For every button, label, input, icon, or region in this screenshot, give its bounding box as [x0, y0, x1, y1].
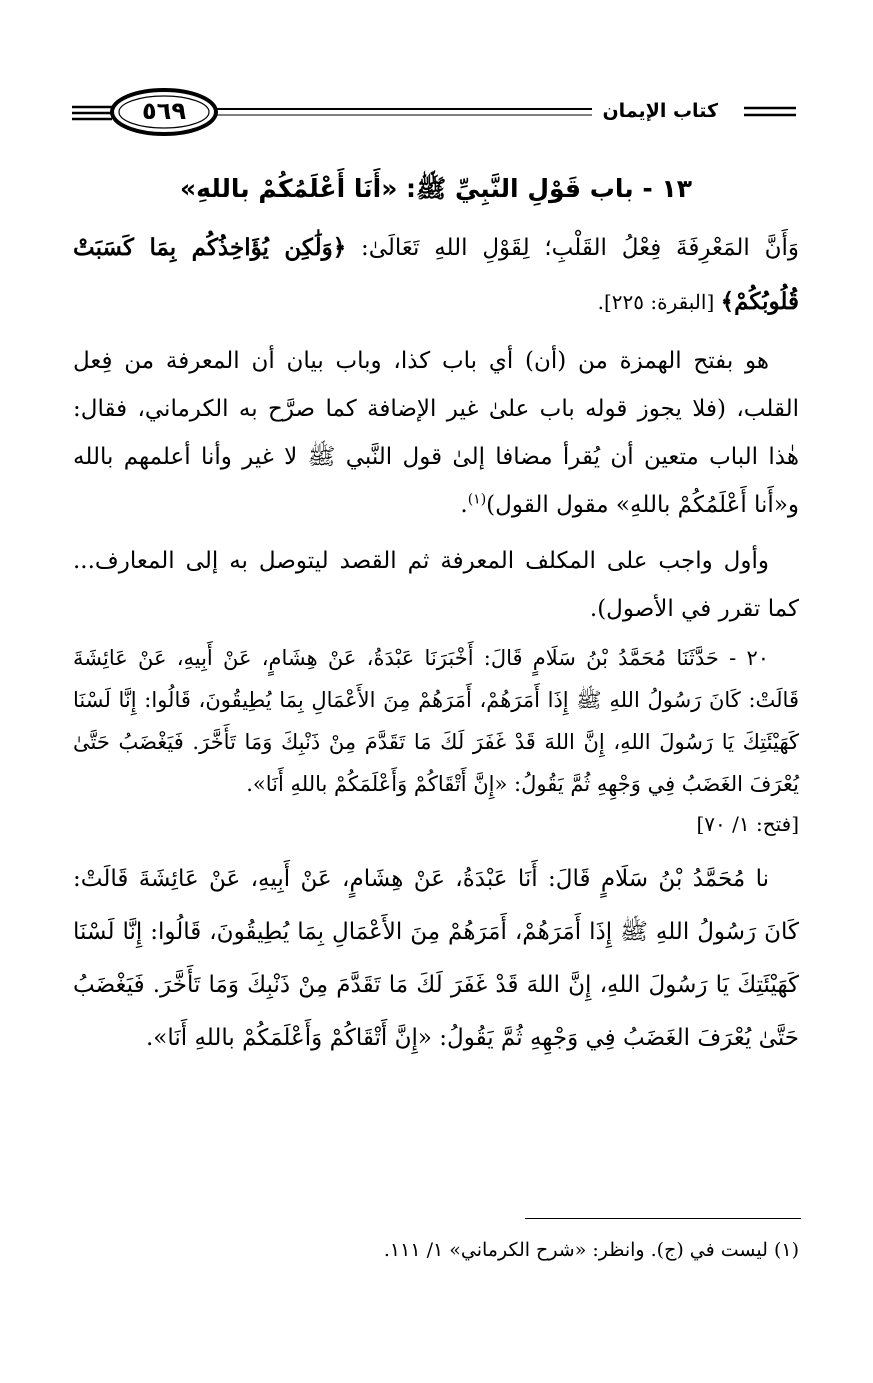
quran-verse: ﴿وَلَٰكِن يُؤَاخِذُكُم بِمَا كَسَبَتْ قُلُوبُكُمْ﴾ — [73, 234, 799, 315]
footnote-divider — [525, 1218, 801, 1219]
commentary-paragraph-2: وأول واجب على المكلف المعرفة ثم القصد ليتوصل به إلى المعارف... كما تقرر في الأصول). — [73, 548, 799, 622]
riwaya-paragraph: نا مُحَمَّدُ بْنُ سَلَامٍ قَالَ: أَنَا عَبْدَةُ، عَنْ هِشَامٍ، عَنْ أَبِيهِ، عَنْ عَائِشَةَ قَالَتْ: كَانَ رَسُولُ اللهِ ﷺ إِذَا أَمَرَهُمْ، أَمَرَهُمْ مِنَ الأَعْمَالِ بِمَا يُطِيقُونَ، قَالُوا: إِنَّا لَسْنَا كَهَيْئَتِكَ يَا رَسُولَ اللهِ، إِنَّ اللهَ قَدْ غَفَرَ لَكَ مَا تَقَدَّمَ مِنْ ذَنْبِكَ وَمَا تَأَخَّرَ. فَيَغْضَبُ حَتَّىٰ يُعْرَفَ الغَضَبُ فِي وَجْهِهِ ثُمَّ يَقُولُ: «إِنَّ أَتْقَاكُمْ وَأَعْلَمَكُمْ باللهِ أَنَا». — [73, 866, 799, 1051]
footnote: (١) ليست في (ج). وانظر: «شرح الكرماني» ١/ ١١١. — [383, 1239, 799, 1261]
chapter-heading: ١٣ - باب قَوْلِ النَّبِيِّ ﷺ: «أَنَا أَعْلَمُكُمْ باللهِ» — [180, 174, 692, 203]
hadith-text: ٢٠ - حَدَّثَنَا مُحَمَّدُ بْنُ سَلَامٍ قَالَ: أَخْبَرَنَا عَبْدَةُ، عَنْ هِشَامٍ، عَنْ أَبِيهِ، عَنْ عَائِشَةَ قَالَتْ: كَانَ رَسُولُ اللهِ ﷺ إِذَا أَمَرَهُمْ، أَمَرَهُمْ مِنَ الأَعْمَالِ بِمَا يُطِيقُونَ، قَالُوا: إِنَّا لَسْنَا كَهَيْئَتِكَ يَا رَسُولَ اللهِ، إِنَّ اللهَ قَدْ غَفَرَ لَكَ مَا تَقَدَّمَ مِنْ ذَنْبِكَ وَمَا تَأَخَّرَ. فَيَغْضَبُ حَتَّىٰ يُعْرَفَ الغَضَبُ فِي وَجْهِهِ ثُمَّ يَقُولُ: «إِنَّ أَتْقَاكُمْ وَأَعْلَمَكُمْ باللهِ أَنَا». — [73, 646, 799, 796]
spacer — [73, 329, 799, 337]
running-header — [68, 84, 800, 144]
commentary-text-1-end: . — [460, 492, 468, 518]
commentary-paragraph-1 — [73, 337, 799, 529]
intro-text: وَأَنَّ المَعْرِفَةَ فِعْلُ القَلْبِ؛ لِقَوْلِ اللهِ تَعَالَىٰ: — [346, 235, 799, 261]
footnote-marker[interactable]: (١) — [467, 491, 487, 508]
fath-reference: [فتح: ١/ ٧٠] — [696, 812, 799, 836]
commentary-text-1: هو بفتح الهمزة من (أن) أي باب كذا، وباب بيان أن المعرفة من فِعل القلب، (فلا يجوز قوله باب علىٰ غير الإضافة كما صرَّح به الكرماني، فقال: هٰذا الباب متعين أن يُقرأ مضافا إلىٰ قول النَّبي ﷺ لا غير وأنا أعلمهم بالله و«أَنا أَعْلَمُكُمْ باللهِ» مقول القول) — [73, 348, 799, 518]
main-text — [73, 165, 799, 1065]
verse-reference: [البقرة: ٢٢٥]. — [597, 290, 721, 314]
page-number: ٥٦٩ — [142, 97, 186, 125]
chapter-intro — [73, 221, 799, 329]
book-title: كتاب الإيمان — [592, 98, 728, 124]
spacer — [73, 529, 799, 537]
